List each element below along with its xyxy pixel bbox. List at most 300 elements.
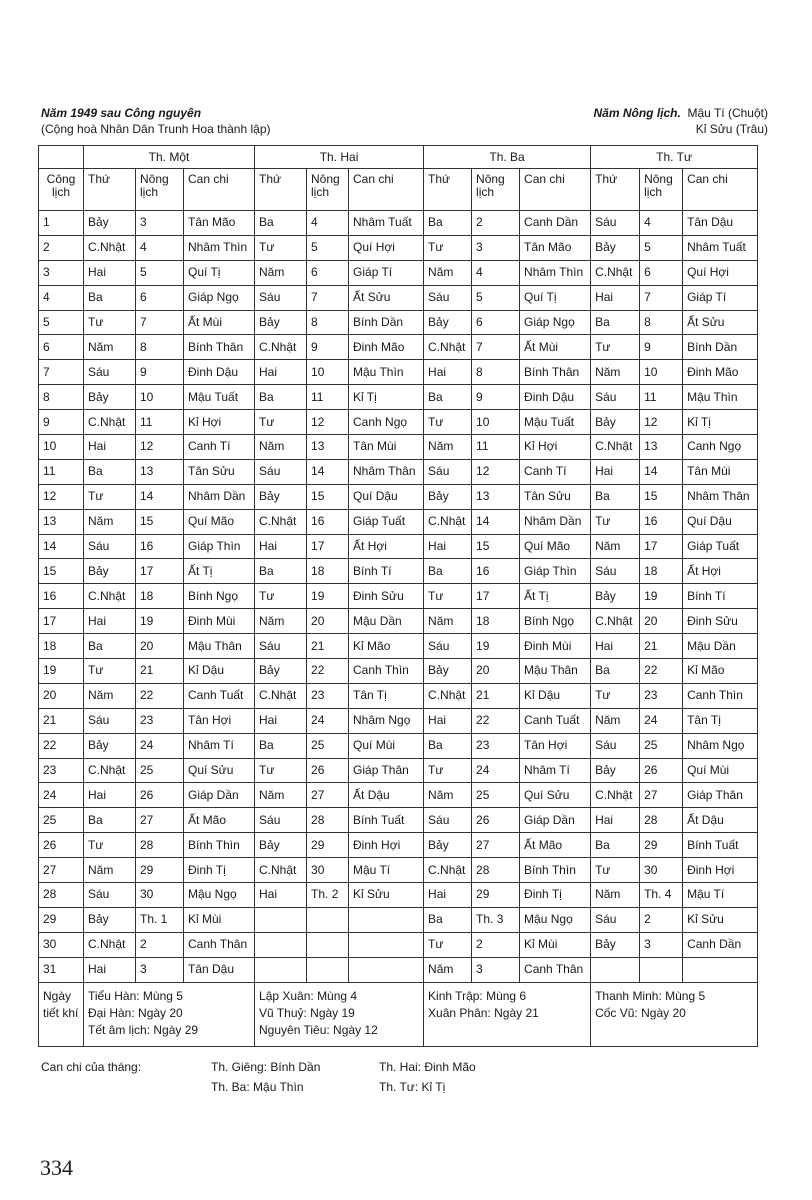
weekday-cell: Năm [591,534,640,559]
can-chi-cell: Canh Thân [184,932,255,957]
weekday-cell: Hai [255,883,307,908]
weekday-cell: Hai [424,708,472,733]
can-chi-cell: Ất Mùi [520,335,591,360]
solar-day: 13 [39,509,84,534]
solar-terms-cell [255,982,424,1046]
lunar-day-cell: 7 [307,285,349,310]
can-chi-cell [683,957,758,982]
lunar-day-cell: 2 [136,932,184,957]
lunar-day-cell: 27 [472,833,520,858]
can-chi-cell: Tân Mão [184,211,255,236]
lunar-day-cell: 25 [472,783,520,808]
weekday-cell: C.Nhật [591,260,640,285]
year-title: Năm 1949 sau Công nguyên [41,106,202,120]
weekday-cell: Hai [255,708,307,733]
can-chi-cell: Đinh Mùi [184,609,255,634]
weekday-cell [255,907,307,932]
weekday-cell: Ba [591,833,640,858]
can-chi-cell: Ất Mùi [184,310,255,335]
lunar-day-cell: 23 [640,683,683,708]
lunar-day-cell: 4 [136,235,184,260]
can-chi-cell: Nhâm Tí [184,733,255,758]
weekday-cell: Tư [424,235,472,260]
lunar-day-cell: 26 [640,758,683,783]
lunar-day-cell: 15 [307,484,349,509]
table-row [39,385,758,410]
lunar-day-cell: 17 [640,534,683,559]
calendar-table [38,145,758,1047]
weekday-cell: Năm [84,335,136,360]
table-row [39,484,758,509]
weekday-cell: C.Nhật [255,858,307,883]
solar-day: 31 [39,957,84,982]
weekday-cell: Ba [424,907,472,932]
month-header: Th. Hai [255,146,424,169]
table-row [39,932,758,957]
lunar-day-cell: 23 [136,708,184,733]
weekday-cell: Bảy [84,211,136,236]
table-row [39,609,758,634]
weekday-cell: Bảy [424,659,472,684]
lunar-day-cell: 3 [136,957,184,982]
can-chi-cell: Quí Tị [520,285,591,310]
can-chi-cell: Bính Thân [184,335,255,360]
can-chi-cell: Bính Tí [349,559,424,584]
can-chi-cell: Đinh Tị [520,883,591,908]
can-chi-cell: Đinh Sửu [683,609,758,634]
lunar-day-cell: 24 [640,708,683,733]
lunar-day-cell: 2 [472,211,520,236]
weekday-cell: Tư [84,659,136,684]
can-chi-cell: Quí Mùi [683,758,758,783]
can-chi-cell: Đinh Dậu [184,360,255,385]
can-chi-cell: Quí Sửu [184,758,255,783]
lunar-day-cell: 5 [136,260,184,285]
col-header-nong-lich: Nông lịch [640,169,683,211]
can-chi-cell: Canh Thìn [683,683,758,708]
table-row [39,758,758,783]
weekday-cell: Năm [84,509,136,534]
weekday-cell: Bảy [591,235,640,260]
solar-term: Tết âm lịch: Ngày 29 [88,1022,199,1037]
solar-term: Xuân Phân: Ngày 21 [428,1005,539,1020]
col-header-can-chi: Can chi [349,169,424,211]
weekday-cell: Năm [84,683,136,708]
lunar-day-cell: 16 [307,509,349,534]
lunar-day-cell: 29 [307,833,349,858]
can-chi-cell: Tân Dậu [683,211,758,236]
can-chi-cell: Quí Dậu [683,509,758,534]
month-canchi-label: Can chi của tháng: [41,1060,142,1074]
can-chi-cell: Tân Tị [683,708,758,733]
lunar-day-cell: 6 [640,260,683,285]
can-chi-cell: Nhâm Tí [520,758,591,783]
lunar-day-cell: 2 [472,932,520,957]
weekday-cell: Tư [84,484,136,509]
table-row [39,808,758,833]
lunar-day-cell: 12 [136,435,184,460]
lunar-day-cell: 14 [640,459,683,484]
table-row [39,833,758,858]
weekday-cell: C.Nhật [255,509,307,534]
col-header-thu: Thứ [591,169,640,211]
weekday-cell: Hai [84,260,136,285]
solar-day: 8 [39,385,84,410]
solar-day: 11 [39,459,84,484]
can-chi-cell: Ất Dậu [349,783,424,808]
can-chi-cell [349,957,424,982]
lunar-day-cell: 12 [640,410,683,435]
table-row [39,733,758,758]
weekday-cell: Tư [255,410,307,435]
solar-day: 20 [39,683,84,708]
weekday-cell: Ba [424,559,472,584]
can-chi-cell: Bính Tí [683,584,758,609]
weekday-cell: C.Nhật [255,683,307,708]
can-chi-cell: Bính Ngọ [520,609,591,634]
lunar-day-cell: 30 [640,858,683,883]
lunar-day-cell: 21 [307,634,349,659]
lunar-day-cell: 25 [136,758,184,783]
can-chi-cell: Quí Sửu [520,783,591,808]
solar-day: 10 [39,435,84,460]
can-chi-cell: Giáp Thân [683,783,758,808]
can-chi-cell: Nhâm Ngọ [683,733,758,758]
col-header-thu: Thứ [424,169,472,211]
weekday-cell: Ba [84,634,136,659]
can-chi-cell: Quí Mão [520,534,591,559]
can-chi-cell: Quí Dậu [349,484,424,509]
can-chi-cell: Mậu Ngọ [520,907,591,932]
weekday-cell: Bảy [255,310,307,335]
can-chi-cell: Kỉ Mão [683,659,758,684]
lunar-day-cell: 14 [307,459,349,484]
weekday-cell: Hai [84,435,136,460]
weekday-cell: Bảy [84,385,136,410]
weekday-cell: Hai [591,285,640,310]
solar-day: 29 [39,907,84,932]
can-chi-cell: Canh Ngọ [349,410,424,435]
weekday-cell: Tư [591,858,640,883]
solar-term: Cốc Vũ: Ngày 20 [595,1005,686,1020]
weekday-cell: Hai [424,360,472,385]
lunar-day-cell: 13 [472,484,520,509]
can-chi-cell: Tân Mão [520,235,591,260]
weekday-cell: Hai [424,534,472,559]
lunar-day-cell: 8 [640,310,683,335]
lunar-day-cell: 17 [307,534,349,559]
can-chi-cell: Kỉ Tị [349,385,424,410]
lunar-day-cell: 13 [307,435,349,460]
table-row [39,285,758,310]
table-row [39,883,758,908]
table-row [39,907,758,932]
weekday-cell: Sáu [255,634,307,659]
lunar-day-cell: 28 [472,858,520,883]
table-row [39,858,758,883]
lunar-day-cell: 3 [640,932,683,957]
weekday-cell: Tư [255,235,307,260]
lunar-day-cell [307,932,349,957]
can-chi-cell: Mậu Dần [683,634,758,659]
can-chi-cell: Bính Dần [349,310,424,335]
can-chi-cell: Giáp Ngọ [520,310,591,335]
lunar-day-cell: 23 [307,683,349,708]
lunar-day-cell: 28 [640,808,683,833]
weekday-cell: Năm [255,435,307,460]
weekday-cell: Ba [255,211,307,236]
lunar-day-cell: 5 [307,235,349,260]
lunar-day-cell: 22 [472,708,520,733]
weekday-cell: Tư [255,584,307,609]
lunar-day-cell: 26 [307,758,349,783]
table-row [39,435,758,460]
lunar-day-cell: 15 [472,534,520,559]
lunar-day-cell: 8 [307,310,349,335]
can-chi-cell: Mậu Thân [520,659,591,684]
solar-day: 19 [39,659,84,684]
lunar-day-cell: 18 [307,559,349,584]
can-chi-cell: Ất Tị [520,584,591,609]
can-chi-cell: Đinh Mão [349,335,424,360]
lunar-day-cell: 19 [472,634,520,659]
can-chi-cell: Nhâm Thìn [520,260,591,285]
weekday-cell: Hai [255,534,307,559]
lunar-day-cell: 10 [136,385,184,410]
lunar-day-cell: 4 [307,211,349,236]
lunar-day-cell: 17 [472,584,520,609]
can-chi-cell: Kỉ Dậu [520,683,591,708]
weekday-cell: C.Nhật [84,758,136,783]
weekday-cell: Năm [424,260,472,285]
weekday-cell: Tư [591,683,640,708]
lunar-day-cell: 14 [472,509,520,534]
year-subtitle: (Cộng hoà Nhân Dân Trunh Hoa thành lập) [41,122,271,136]
weekday-cell: Năm [255,260,307,285]
table-row [39,360,758,385]
solar-day: 1 [39,211,84,236]
solar-term: Đại Hàn: Ngày 20 [88,1005,183,1020]
solar-term: Kinh Trập: Mùng 6 [428,988,527,1003]
table-row [39,211,758,236]
lunar-day-cell: 16 [640,509,683,534]
lunar-day-cell: 10 [640,360,683,385]
can-chi-cell: Mậu Thìn [349,360,424,385]
can-chi-cell: Mậu Ngọ [184,883,255,908]
can-chi-cell: Đinh Mão [683,360,758,385]
weekday-cell: Hai [84,609,136,634]
solar-day: 27 [39,858,84,883]
can-chi-cell [349,907,424,932]
page-number: 334 [40,1155,73,1180]
solar-day: 24 [39,783,84,808]
weekday-cell: Sáu [591,907,640,932]
lunar-day-cell: 13 [136,459,184,484]
can-chi-cell: Quí Tị [184,260,255,285]
lunar-day-cell: Th. 4 [640,883,683,908]
weekday-cell: Tư [84,310,136,335]
lunar-day-cell: 6 [136,285,184,310]
col-header-can-chi: Can chi [184,169,255,211]
can-chi-cell: Canh Tuất [520,708,591,733]
col-header-thu: Thứ [84,169,136,211]
solar-term: Nguyên Tiêu: Ngày 12 [259,1022,378,1037]
can-chi-cell: Canh Thân [520,957,591,982]
table-row [39,783,758,808]
can-chi-cell: Tân Sửu [520,484,591,509]
can-chi-cell: Quí Hợi [349,235,424,260]
lunar-day-cell: 15 [136,509,184,534]
can-chi-cell: Kỉ Sửu [349,883,424,908]
lunar-day-cell: 29 [472,883,520,908]
weekday-cell: Ba [255,559,307,584]
table-row [39,335,758,360]
can-chi-cell: Kỉ Mão [349,634,424,659]
lunar-day-cell: 4 [472,260,520,285]
weekday-cell: Bảy [591,932,640,957]
can-chi-cell: Ất Hợi [683,559,758,584]
lunar-day-cell: 10 [307,360,349,385]
solar-day: 17 [39,609,84,634]
lunar-day-cell: 17 [136,559,184,584]
col-header-nong-lich: Nông lịch [472,169,520,211]
can-chi-cell: Nhâm Dần [184,484,255,509]
weekday-cell: Bảy [591,584,640,609]
lunar-day-cell [640,957,683,982]
lunar-day-cell: 9 [472,385,520,410]
weekday-cell: Hai [424,883,472,908]
weekday-cell: C.Nhật [84,584,136,609]
solar-day: 5 [39,310,84,335]
solar-term: Thanh Minh: Mùng 5 [595,988,706,1003]
table-row [39,659,758,684]
can-chi-cell: Mậu Thân [184,634,255,659]
column-header-row [39,169,758,211]
weekday-cell: Sáu [84,708,136,733]
solar-day: 21 [39,708,84,733]
weekday-cell: Năm [255,783,307,808]
weekday-cell: Bảy [255,659,307,684]
weekday-cell: Sáu [591,385,640,410]
month-header-row [39,146,758,169]
lunar-day-cell: Th. 1 [136,907,184,932]
lunar-day-cell: 21 [136,659,184,684]
weekday-cell: Năm [424,957,472,982]
lunar-day-cell: 16 [136,534,184,559]
lunar-day-cell: 5 [640,235,683,260]
weekday-cell: Bảy [424,310,472,335]
can-chi-cell: Ất Dậu [683,808,758,833]
can-chi-cell: Tân Sửu [184,459,255,484]
lunar-day-cell: 15 [640,484,683,509]
weekday-cell: Hai [591,634,640,659]
month-header: Th. Một [84,146,255,169]
solar-day: 23 [39,758,84,783]
weekday-cell: Bảy [84,559,136,584]
can-chi-cell: Nhâm Thìn [184,235,255,260]
can-chi-cell: Mậu Dần [349,609,424,634]
lunar-day-cell: 25 [307,733,349,758]
lunar-day-cell: 27 [307,783,349,808]
lunar-day-cell: 28 [136,833,184,858]
lunar-day-cell: 24 [472,758,520,783]
weekday-cell: Ba [84,459,136,484]
weekday-cell: C.Nhật [591,783,640,808]
lunar-day-cell: 26 [472,808,520,833]
can-chi-cell: Bính Ngọ [184,584,255,609]
can-chi-cell: Ất Mão [520,833,591,858]
solar-day: 16 [39,584,84,609]
can-chi-cell: Kỉ Mùi [184,907,255,932]
weekday-cell [255,957,307,982]
solar-day: 12 [39,484,84,509]
solar-day: 7 [39,360,84,385]
weekday-cell: Tư [84,833,136,858]
solar-day: 28 [39,883,84,908]
lunar-year-label: Năm Nông lịch. [593,106,681,120]
lunar-day-cell: 8 [136,335,184,360]
lunar-day-cell: 7 [472,335,520,360]
lunar-day-cell: 30 [136,883,184,908]
table-row [39,683,758,708]
can-chi-cell: Quí Mùi [349,733,424,758]
weekday-cell: Bảy [255,484,307,509]
lunar-day-cell: 20 [307,609,349,634]
lunar-day-cell: 22 [640,659,683,684]
can-chi-cell: Đinh Dậu [520,385,591,410]
can-chi-cell: Canh Dần [520,211,591,236]
lunar-day-cell: 27 [136,808,184,833]
lunar-day-cell: 12 [307,410,349,435]
lunar-day-cell: 20 [136,634,184,659]
can-chi-cell: Tân Hợi [520,733,591,758]
weekday-cell: C.Nhật [84,932,136,957]
table-row [39,459,758,484]
can-chi-cell: Ất Tị [184,559,255,584]
weekday-cell: Sáu [424,285,472,310]
weekday-cell: Sáu [591,211,640,236]
can-chi-cell: Mậu Tí [683,883,758,908]
table-row [39,708,758,733]
can-chi-cell: Giáp Tí [349,260,424,285]
can-chi-cell: Giáp Dần [520,808,591,833]
weekday-cell: Sáu [255,808,307,833]
month-canchi [41,1060,741,1100]
lunar-day-cell: 23 [472,733,520,758]
weekday-cell: C.Nhật [84,235,136,260]
can-chi-cell: Giáp Ngọ [184,285,255,310]
weekday-cell: Sáu [591,733,640,758]
can-chi-cell: Quí Mão [184,509,255,534]
weekday-cell: Hai [255,360,307,385]
lunar-day-cell: 24 [136,733,184,758]
weekday-cell: C.Nhật [591,435,640,460]
can-chi-cell: Bính Tuất [349,808,424,833]
lunar-day-cell: 9 [136,360,184,385]
can-chi-cell: Quí Hợi [683,260,758,285]
lunar-day-cell: 20 [640,609,683,634]
can-chi-cell: Đinh Mùi [520,634,591,659]
weekday-cell: Bảy [591,410,640,435]
can-chi-cell: Nhâm Thân [349,459,424,484]
lunar-day-cell: 21 [472,683,520,708]
solar-day: 9 [39,410,84,435]
weekday-cell: C.Nhật [424,509,472,534]
can-chi-cell: Bính Thìn [520,858,591,883]
col-header-thu: Thứ [255,169,307,211]
table-row [39,310,758,335]
can-chi-cell: Nhâm Ngọ [349,708,424,733]
